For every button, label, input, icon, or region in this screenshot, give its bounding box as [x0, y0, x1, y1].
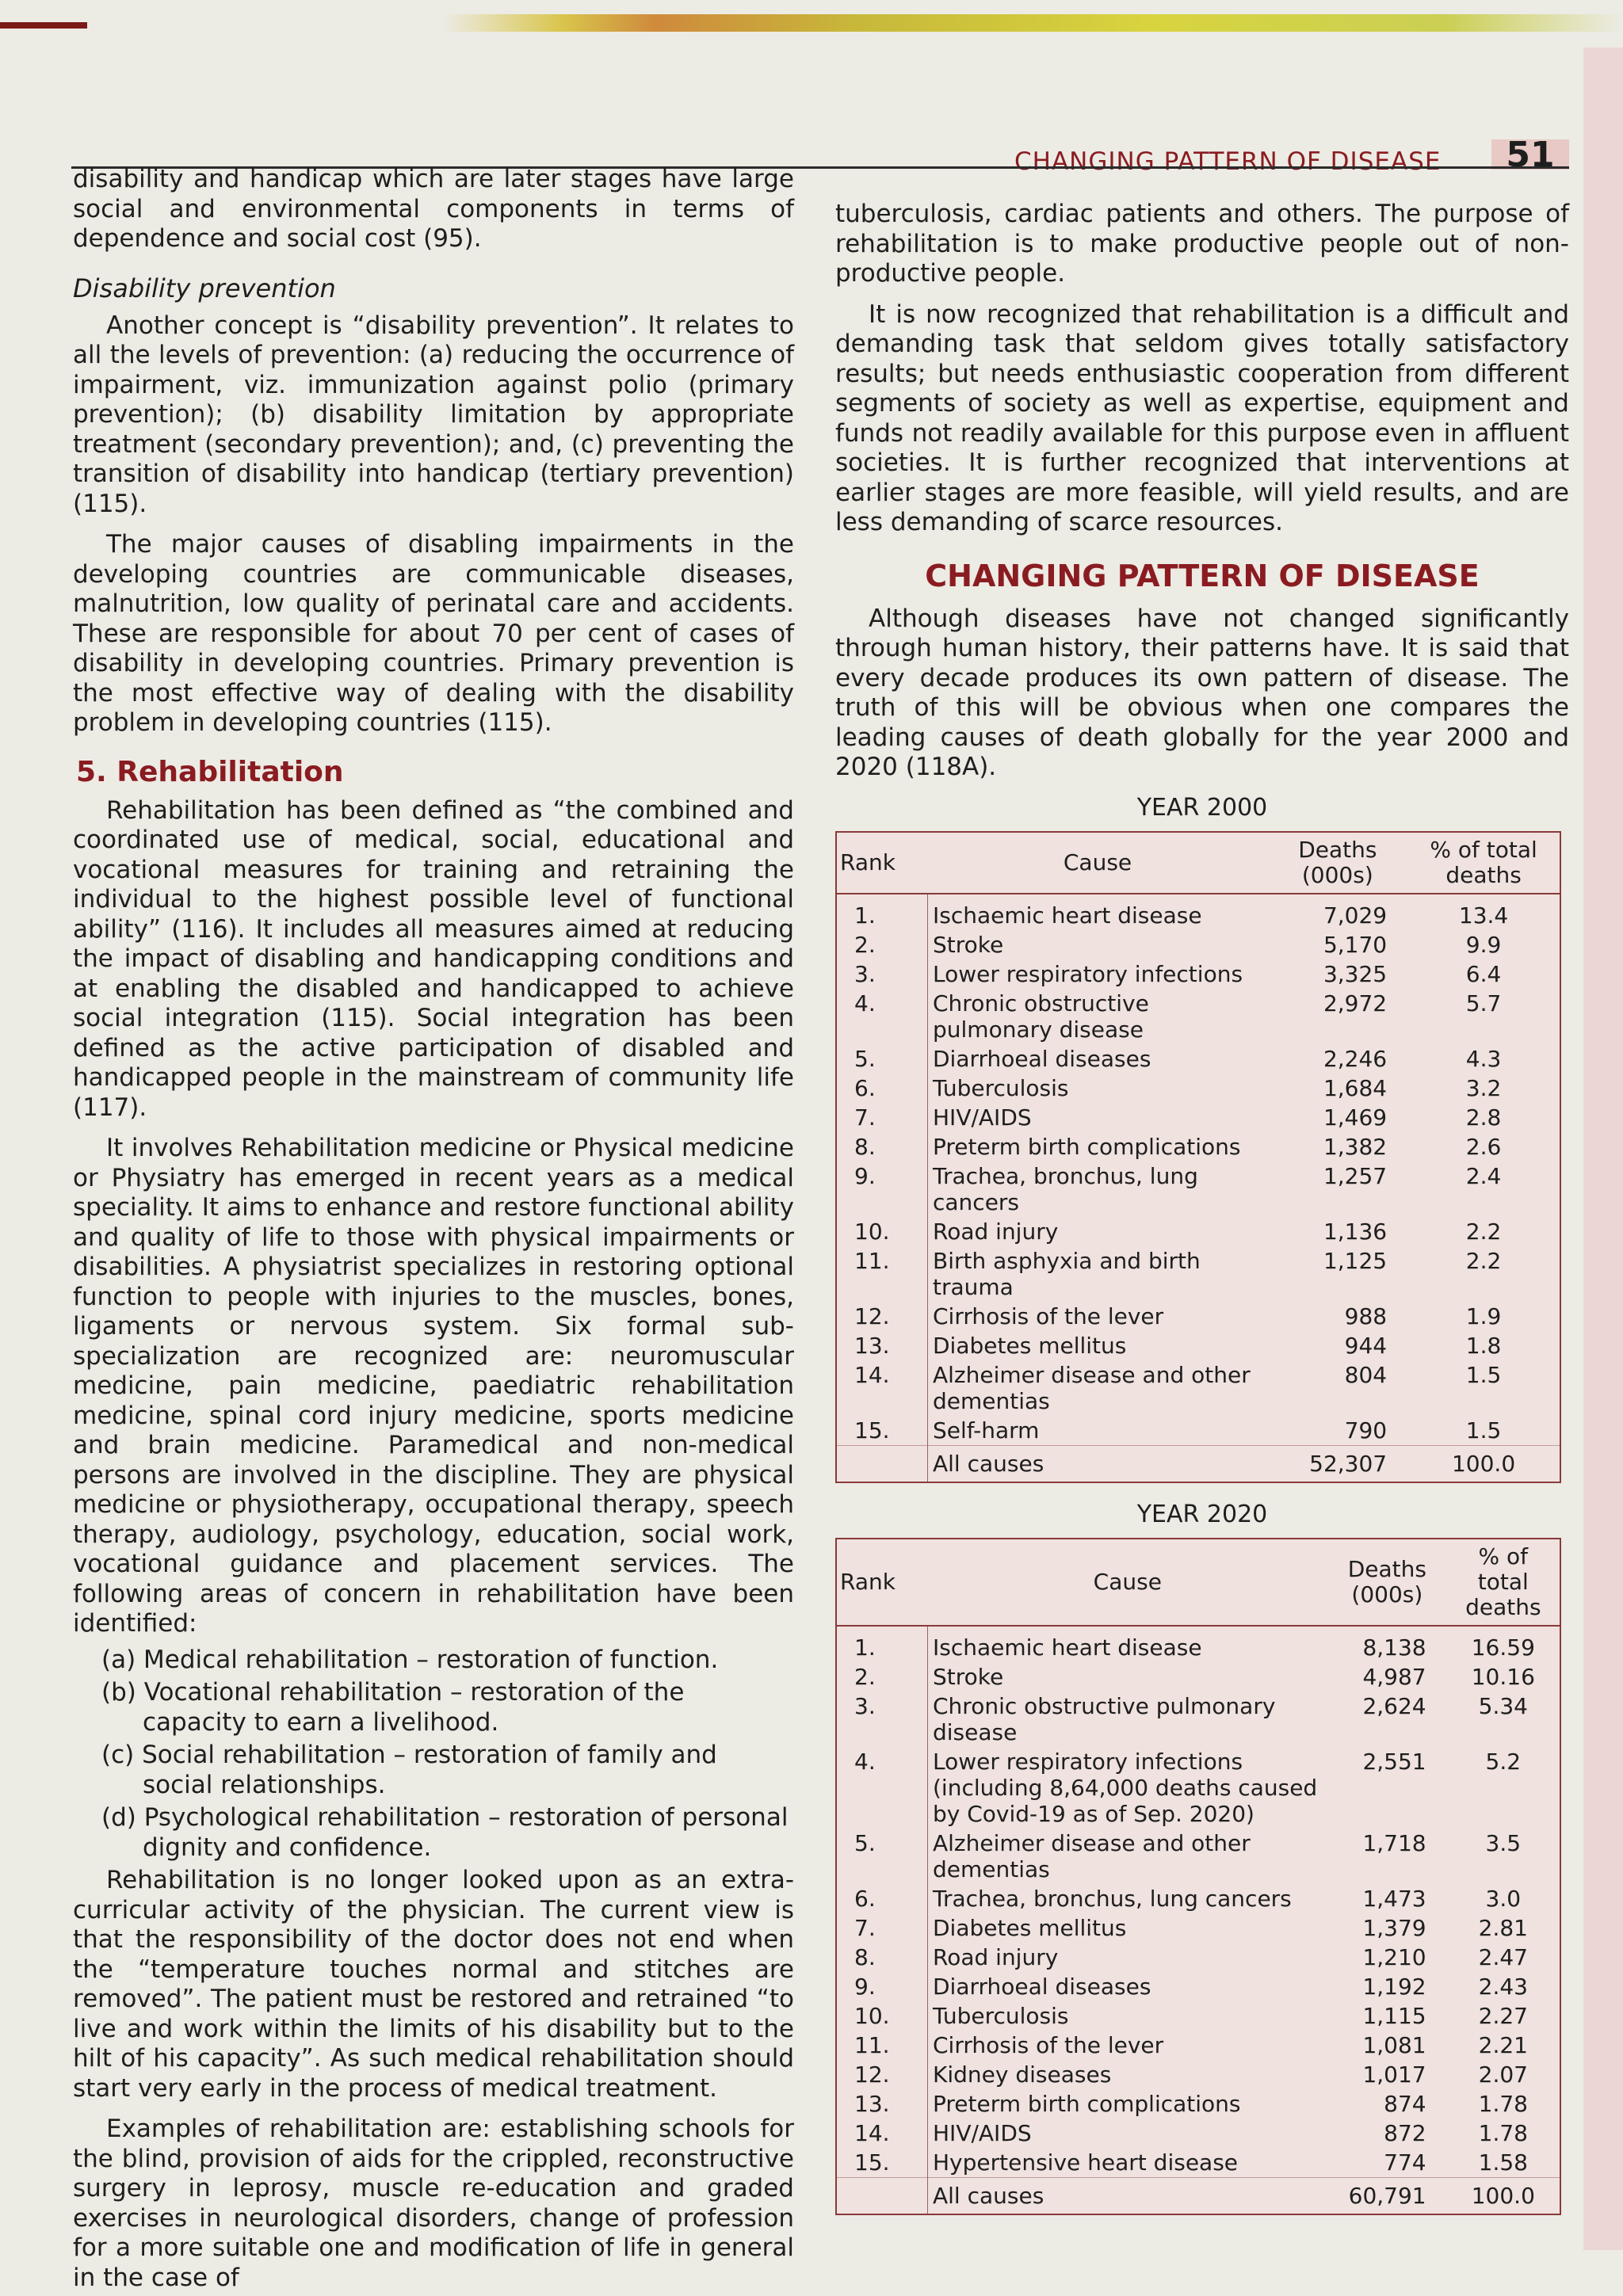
table-row: 8. Preterm birth complications 1,382 2.6	[836, 1132, 1560, 1161]
top-color-strip	[444, 14, 1623, 32]
paragraph: Another concept is “disability prevention”. It relates to all the levels of prevention: (a) reducing the occurrence of impairment, viz. immunization against polio (primary prevention); (b) disability limitation by appropriate treatment (secondary prevention); and, (c) preventing the transition of disability into handicap (tertiary prevention) (115).	[73, 311, 794, 518]
list-item: (d) Psychological rehabilitation – restoration of personal dignity and confidence.	[101, 1803, 789, 1862]
table-row: 13. Preterm birth complications 874 1.78	[836, 2089, 1560, 2119]
paragraph: Rehabilitation has been defined as “the combined and coordinated use of medical, social, educational and vocational measures for training and retraining the individual to the highest possible level of functional ability” (116). It includes all measures aimed at reducing the impact of disabling and handicapping conditions and at enabling the disabled and handicapped to achieve social integration (115). Social integration has been defined as the active participation of disabled and handicapped people in the mainstream of community life (117).	[73, 795, 794, 1122]
column-header-deaths: Deaths (000s)	[1268, 832, 1408, 894]
table-row: 13. Diabetes mellitus 944 1.8	[836, 1331, 1560, 1360]
deaths-table-2020	[835, 1538, 1561, 2215]
column-header-cause: Cause	[928, 1539, 1328, 1626]
paragraph: Examples of rehabilitation are: establishing schools for the blind, provision of aids for the crippled, reconstructive surgery in leprosy, muscle re-education and graded exercises in neurological disorders, change of profession for a more suitable one and modification of life in general in the case of	[73, 2115, 794, 2292]
paragraph: Rehabilitation is no longer looked upon as an extra-curricular activity of the physician. The current view is that the responsibility of the doctor does not end when the “temperature touches normal and stitches are removed”. The patient must be restored and retrained “to live and work within the limits of his disability but to the hilt of his capacity”. As such medical rehabilitation should start very early in the process of medical treatment.	[73, 1866, 794, 2103]
column-header-pct: % of total deaths	[1407, 832, 1560, 894]
section-heading-rehabilitation: 5. Rehabilitation	[76, 755, 344, 788]
column-header-rank: Rank	[836, 1539, 928, 1626]
page-number: 51	[1491, 139, 1569, 170]
table-row: 11. Cirrhosis of the lever 1,081 2.21	[836, 2031, 1560, 2060]
table-row: 1. Ischaemic heart disease 8,138 16.59	[836, 1626, 1560, 1662]
table-row: 1. Ischaemic heart disease 7,029 13.4	[836, 894, 1560, 930]
table-title-2020: YEAR 2020	[1136, 1500, 1268, 1528]
table-row: 12. Cirrhosis of the lever 988 1.9	[836, 1302, 1560, 1331]
paragraph: tuberculosis, cardiac patients and others. The purpose of rehabilitation is to make productive people out of non-productive people.	[835, 200, 1569, 288]
table-row: 5. Diarrhoeal diseases 2,246 4.3	[836, 1044, 1560, 1074]
table-row: 3. Chronic obstructive pulmonary disease 2,624 5.34	[836, 1691, 1560, 1747]
table-row: 4. Lower respiratory infections (including 8,64,000 deaths caused by Covid-19 as of Sep. 2020) 2,551 5.2	[836, 1747, 1560, 1829]
subheading-disability-prevention: Disability prevention	[73, 273, 336, 303]
table-row: 6. Trachea, bronchus, lung cancers 1,473 3.0	[836, 1884, 1560, 1913]
table-row: 14. HIV/AIDS 872 1.78	[836, 2119, 1560, 2148]
column-header-cause: Cause	[928, 832, 1268, 894]
table-row: 12. Kidney diseases 1,017 2.07	[836, 2060, 1560, 2089]
table-row: 6. Tuberculosis 1,684 3.2	[836, 1074, 1560, 1103]
running-head: CHANGING PATTERN OF DISEASE	[1014, 147, 1442, 176]
paragraph: The major causes of disabling impairments in the developing countries are communicable diseases, malnutrition, low quality of perinatal care and accidents. These are responsible for about 70 per cent of cases of disability in developing countries. Primary prevention is the most effective way of dealing with the disability problem in developing countries (115).	[73, 530, 794, 737]
table-row: 9. Diarrhoeal diseases 1,192 2.43	[836, 1972, 1560, 2001]
column-header-pct: % of total deaths	[1447, 1539, 1560, 1626]
section-heading-changing-pattern: CHANGING PATTERN OF DISEASE	[925, 558, 1480, 593]
table-row: 3. Lower respiratory infections 3,325 6.4	[836, 959, 1560, 989]
table-total-row: All causes 60,791 100.0	[836, 2177, 1560, 2214]
table-row: 14. Alzheimer disease and other dementias 804 1.5	[836, 1360, 1560, 1416]
table-row: 5. Alzheimer disease and other dementias 1,718 3.5	[836, 1829, 1560, 1884]
table-row: 15. Hypertensive heart disease 774 1.58	[836, 2148, 1560, 2178]
column-header-deaths: Deaths (000s)	[1327, 1539, 1446, 1626]
paragraph: disability and handicap which are later stages have large social and environmental components in terms of dependence and social cost (95).	[73, 165, 794, 253]
rehabilitation-areas-list	[73, 1646, 794, 1863]
left-column	[73, 165, 794, 2293]
list-item: (b) Vocational rehabilitation – restoration of the capacity to earn a livelihood.	[101, 1678, 685, 1737]
list-item: (a) Medical rehabilitation – restoration of function.	[101, 1645, 719, 1674]
table-row: 10. Tuberculosis 1,115 2.27	[836, 2001, 1560, 2031]
list-item: (c) Social rehabilitation – restoration of family and social relationships.	[101, 1741, 717, 1799]
paragraph: Although diseases have not changed significantly through human history, their patterns have. It is said that every decade produces its own pattern of disease. The truth of this will be obvious when one compares the leading causes of death globally for the year 2000 and 2020 (118A).	[835, 604, 1569, 781]
column-header-rank: Rank	[836, 832, 928, 894]
table-row: 2. Stroke 5,170 9.9	[836, 930, 1560, 959]
paragraph: It involves Rehabilitation medicine or Physical medicine or Physiatry has emerged in recent years as a medical speciality. It aims to enhance and restore functional ability and quality of life to those with physical impairments or disabilities. A physiatrist specializes in restoring optional function to people with injuries to the muscles, bones, ligaments or nervous system. Six formal sub-specialization are recognized are: neuromuscular medicine, pain medicine, paediatric rehabilitation medicine, spinal cord injury medicine, sports medicine and brain medicine. Paramedical and non-medical persons are involved in the discipline. They are physical medicine or physiotherapy, occupational therapy, speech therapy, audiology, psychology, education, social work, vocational guidance and placement services. The following areas of concern in rehabilitation have been identified:	[73, 1134, 794, 1638]
table-row: 7. Diabetes mellitus 1,379 2.81	[836, 1913, 1560, 1943]
paragraph: It is now recognized that rehabilitation is a difficult and demanding task that seldom gives totally satisfactory results; but needs enthusiastic cooperation from different segments of society as well as expertise, equipment and funds not readily available for this purpose even in affluent societies. It is further recognized that interventions at earlier stages are more feasible, will yield results, and are less demanding of scarce resources.	[835, 299, 1569, 536]
right-column	[835, 200, 1569, 2215]
deaths-table-2000	[835, 831, 1561, 1483]
table-row: 11. Birth asphyxia and birth trauma 1,125 2.2	[836, 1246, 1560, 1302]
table-row: 10. Road injury 1,136 2.2	[836, 1217, 1560, 1246]
table-row: 9. Trachea, bronchus, lung cancers 1,257 2.4	[836, 1161, 1560, 1217]
page-edge-shade	[1583, 48, 1623, 2250]
table-row: 15. Self-harm 790 1.5	[836, 1416, 1560, 1446]
table-row: 7. HIV/AIDS 1,469 2.8	[836, 1103, 1560, 1132]
table-title-2000: YEAR 2000	[1136, 793, 1268, 822]
table-row: 8. Road injury 1,210 2.47	[836, 1943, 1560, 1972]
table-row: 4. Chronic obstructive pulmonary disease 2,972 5.7	[836, 989, 1560, 1044]
table-row: 2. Stroke 4,987 10.16	[836, 1662, 1560, 1691]
table-total-row: All causes 52,307 100.0	[836, 1445, 1560, 1482]
top-left-edge-mark	[0, 22, 87, 29]
